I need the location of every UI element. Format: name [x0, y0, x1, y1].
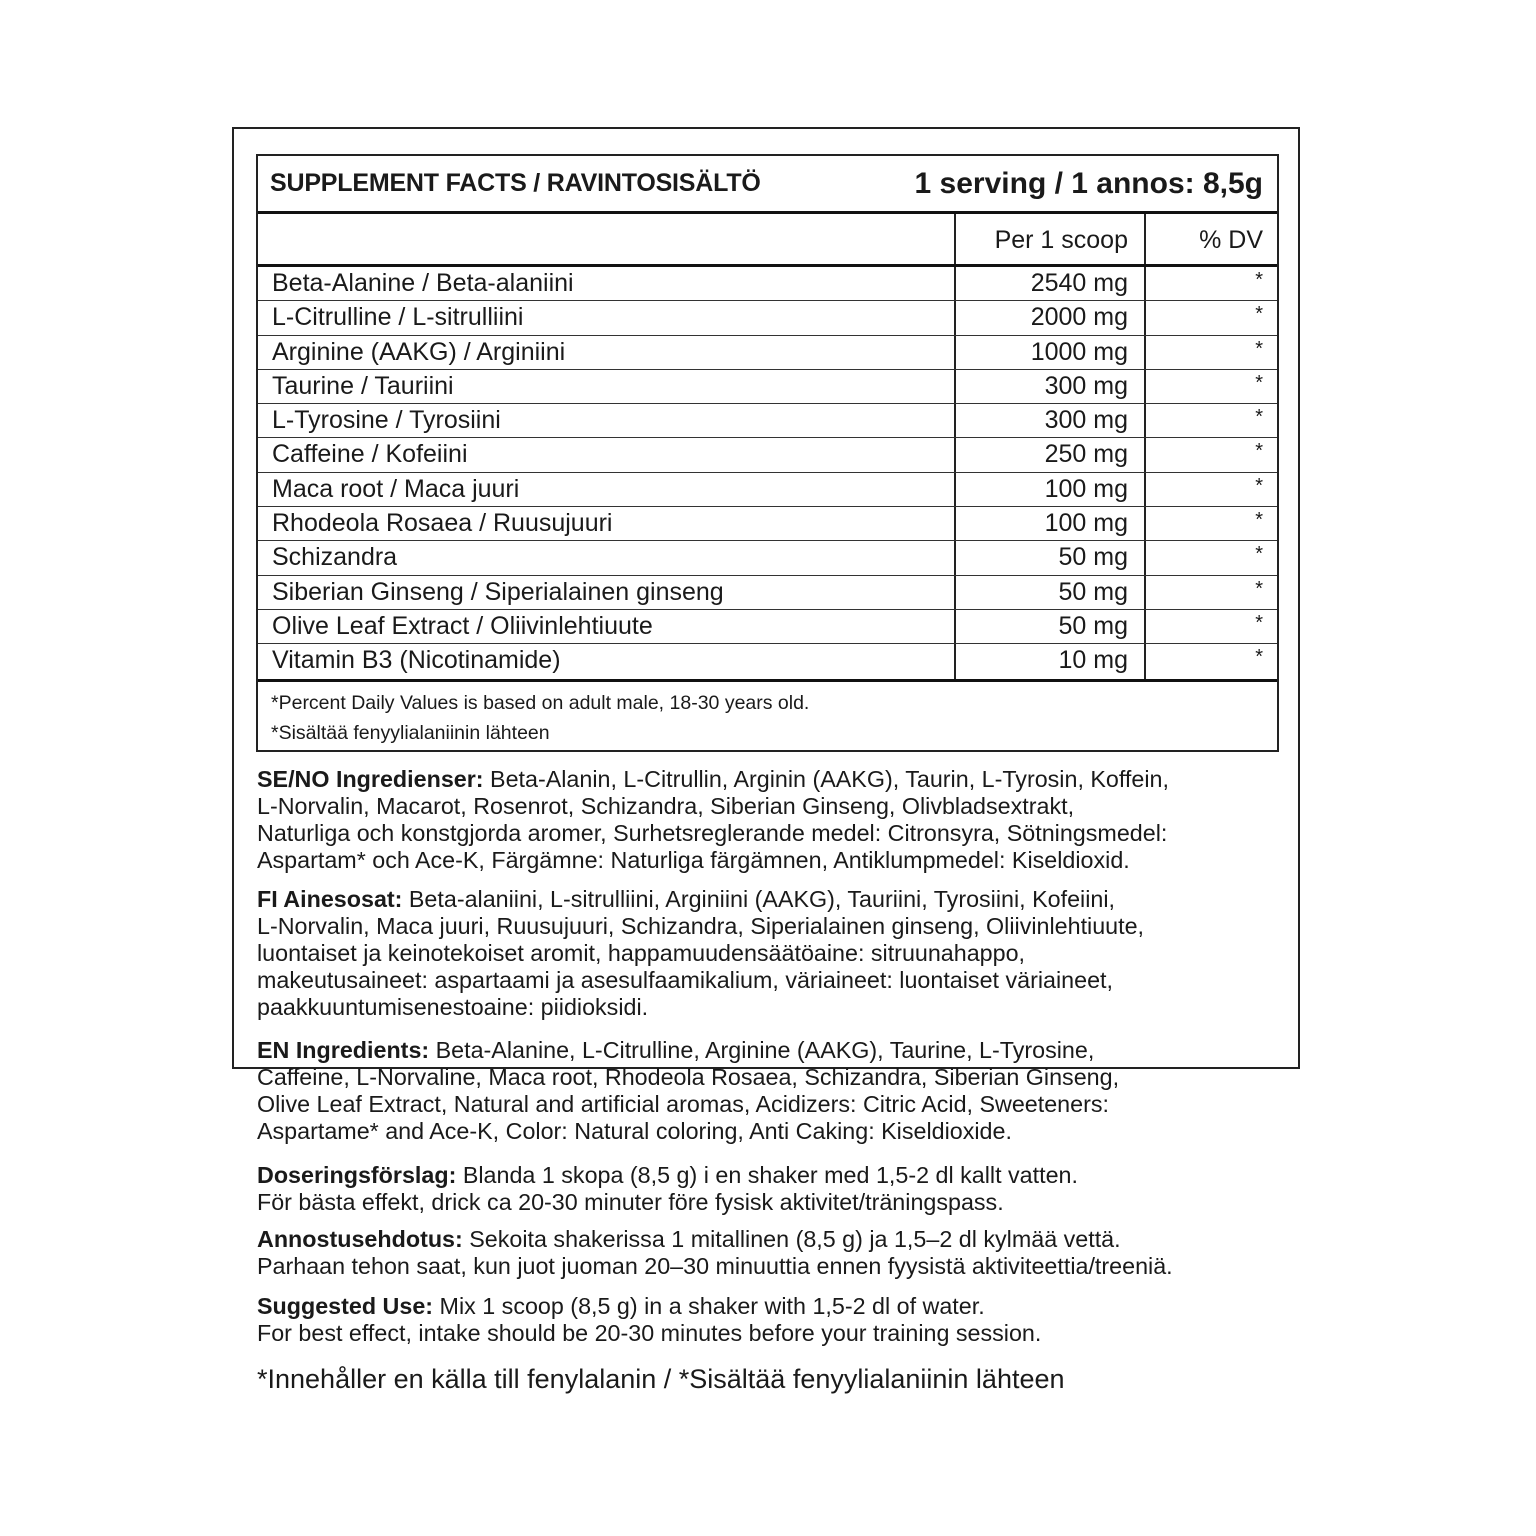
- ingredient-dv: *: [1144, 438, 1277, 471]
- ingredient-name: L-Citrulline / L-sitrulliini: [272, 303, 524, 332]
- phenylalanine-warning: *Innehåller en källa till fenylalanin / *Sisältää fenyylialaniinin lähteen: [257, 1364, 1065, 1394]
- usage-fi-line: Sekoita shakerissa 1 mitallinen (8,5 g) ja 1,5–2 dl kylmää vettä.: [462, 1226, 1121, 1252]
- ingredient-name: Caffeine / Kofeiini: [272, 440, 468, 469]
- usage-en: [257, 1293, 1297, 1347]
- column-header-ingredient: [258, 214, 954, 264]
- ingredients-fi-line: L-Norvalin, Maca juuri, Ruusujuuri, Schizandra, Siperialainen ginseng, Oliivinlehtiuute,: [257, 913, 1145, 939]
- ingredients-fi-line: paakkuuntumisenestoaine: piidioksidi.: [257, 994, 649, 1020]
- table-row: [258, 336, 1277, 370]
- ingredient-name: Taurine / Tauriini: [272, 371, 454, 400]
- phenylalanine-footnote: *Sisältää fenyylialaniinin lähteen: [271, 721, 550, 744]
- ingredient-amount: 1000 mg: [954, 336, 1144, 369]
- table-row: [258, 576, 1277, 610]
- ingredient-dv: *: [1144, 576, 1277, 609]
- ingredient-dv: *: [1144, 404, 1277, 437]
- ingredient-name: Maca root / Maca juuri: [272, 474, 520, 503]
- ingredient-amount: 250 mg: [954, 438, 1144, 471]
- ingredient-dv: *: [1144, 370, 1277, 403]
- table-row: [258, 610, 1277, 644]
- ingredient-dv: *: [1144, 301, 1277, 334]
- ingredient-name: Siberian Ginseng / Siperialainen ginseng: [272, 577, 724, 606]
- usage-fi: [257, 1226, 1297, 1280]
- ingredients-se-line: L-Norvalin, Macarot, Rosenrot, Schizandra, Siberian Ginseng, Olivbladsextrakt,: [257, 793, 1075, 819]
- ingredient-amount: 2540 mg: [954, 267, 1144, 300]
- ingredient-amount: 50 mg: [954, 541, 1144, 574]
- table-row: [258, 541, 1277, 575]
- ingredient-amount: 100 mg: [954, 473, 1144, 506]
- ingredient-dv: *: [1144, 610, 1277, 643]
- dv-footnote: *Percent Daily Values is based on adult male, 18-30 years old.: [271, 691, 810, 714]
- ingredients-fi-label: FI Ainesosat:: [257, 886, 403, 912]
- ingredient-dv: *: [1144, 267, 1277, 300]
- facts-title: SUPPLEMENT FACTS / RAVINTOSISÄLTÖ: [270, 169, 761, 197]
- column-headers: [258, 214, 1277, 267]
- ingredient-amount: 300 mg: [954, 370, 1144, 403]
- usage-se-line: För bästa effekt, drick ca 20-30 minuter före fysisk aktivitet/träningspass.: [257, 1189, 1004, 1215]
- ingredients-se-line: Beta-Alanin, L-Citrullin, Arginin (AAKG), Taurin, L-Tyrosin, Koffein,: [483, 766, 1169, 792]
- table-row: [258, 267, 1277, 301]
- ingredient-dv: *: [1144, 473, 1277, 506]
- column-header-amount: Per 1 scoop: [954, 214, 1144, 264]
- ingredient-name: Arginine (AAKG) / Arginiini: [272, 337, 566, 366]
- usage-en-line: For best effect, intake should be 20-30 minutes before your training session.: [257, 1320, 1042, 1346]
- usage-fi-label: Annostusehdotus:: [257, 1226, 463, 1252]
- ingredients-en: [257, 1037, 1297, 1145]
- ingredients-en-line: Aspartame* and Ace-K, Color: Natural coloring, Anti Caking: Kiseldioxide.: [257, 1118, 1012, 1144]
- ingredient-amount: 50 mg: [954, 610, 1144, 643]
- ingredients-se: [257, 766, 1297, 874]
- ingredient-dv: *: [1144, 541, 1277, 574]
- usage-fi-line: Parhaan tehon saat, kun juot juoman 20–30 minuuttia ennen fyysistä aktiviteettia/treeniä.: [257, 1253, 1173, 1279]
- ingredient-name: Beta-Alanine / Beta-alaniini: [272, 269, 574, 297]
- usage-se-label: Doseringsförslag:: [257, 1162, 457, 1188]
- ingredient-dv: *: [1144, 336, 1277, 369]
- supplement-facts-table: [256, 154, 1279, 752]
- table-row: [258, 404, 1277, 438]
- ingredient-amount: 10 mg: [954, 644, 1144, 678]
- ingredients-se-line: Aspartam* och Ace-K, Färgämne: Naturliga färgämnen, Antiklumpmedel: Kiseldioxid.: [257, 847, 1130, 873]
- column-header-dv: % DV: [1144, 214, 1277, 264]
- ingredients-en-line: Caffeine, L-Norvaline, Maca root, Rhodeola Rosaea, Schizandra, Siberian Ginseng,: [257, 1064, 1120, 1090]
- ingredients-se-label: SE/NO Ingredienser:: [257, 766, 484, 792]
- ingredient-amount: 2000 mg: [954, 301, 1144, 334]
- ingredient-name: L-Tyrosine / Tyrosiini: [272, 406, 501, 435]
- ingredient-name: Rhodeola Rosaea / Ruusujuuri: [272, 509, 613, 538]
- facts-header: [258, 156, 1277, 214]
- ingredients-fi: [257, 886, 1297, 1021]
- table-row: [258, 301, 1277, 335]
- ingredient-amount: 100 mg: [954, 507, 1144, 540]
- table-row: [258, 507, 1277, 541]
- usage-en-label: Suggested Use:: [257, 1293, 434, 1319]
- ingredient-name: Olive Leaf Extract / Oliivinlehtiuute: [272, 611, 653, 640]
- serving-size: 1 serving / 1 annos: 8,5g: [914, 166, 1263, 200]
- ingredient-dv: *: [1144, 644, 1277, 678]
- table-row: [258, 370, 1277, 404]
- ingredients-en-label: EN Ingredients:: [257, 1037, 430, 1063]
- usage-se-line: Blanda 1 skopa (8,5 g) i en shaker med 1,5-2 dl kallt vatten.: [456, 1162, 1078, 1188]
- ingredients-se-line: Naturliga och konstgjorda aromer, Surhetsreglerande medel: Citronsyra, Sötningsmedel:: [257, 820, 1168, 846]
- ingredients-fi-line: luontaiset ja keinotekoiset aromit, happamuudensäätöaine: sitruunahappo,: [257, 940, 1026, 966]
- table-row: [258, 473, 1277, 507]
- facts-rows: [258, 267, 1277, 682]
- ingredient-amount: 50 mg: [954, 576, 1144, 609]
- ingredients-fi-line: Beta-alaniini, L-sitrulliini, Arginiini (AAKG), Tauriini, Tyrosiini, Kofeiini,: [402, 886, 1115, 912]
- table-row: [258, 438, 1277, 472]
- ingredient-name: Schizandra: [272, 543, 398, 572]
- ingredients-fi-line: makeutusaineet: aspartaami ja asesulfaamikalium, väriaineet: luontaiset väriaineet,: [257, 967, 1113, 993]
- ingredients-en-line: Beta-Alanine, L-Citrulline, Arginine (AAKG), Taurine, L-Tyrosine,: [429, 1037, 1095, 1063]
- ingredient-dv: *: [1144, 507, 1277, 540]
- ingredient-amount: 300 mg: [954, 404, 1144, 437]
- ingredients-en-line: Olive Leaf Extract, Natural and artificial aromas, Acidizers: Citric Acid, Sweeteners:: [257, 1091, 1109, 1117]
- usage-se: [257, 1162, 1297, 1216]
- ingredient-name: Vitamin B3 (Nicotinamide): [272, 646, 561, 675]
- table-row: [258, 644, 1277, 678]
- facts-notes: [258, 682, 1277, 748]
- usage-en-line: Mix 1 scoop (8,5 g) in a shaker with 1,5-2 dl of water.: [433, 1293, 985, 1319]
